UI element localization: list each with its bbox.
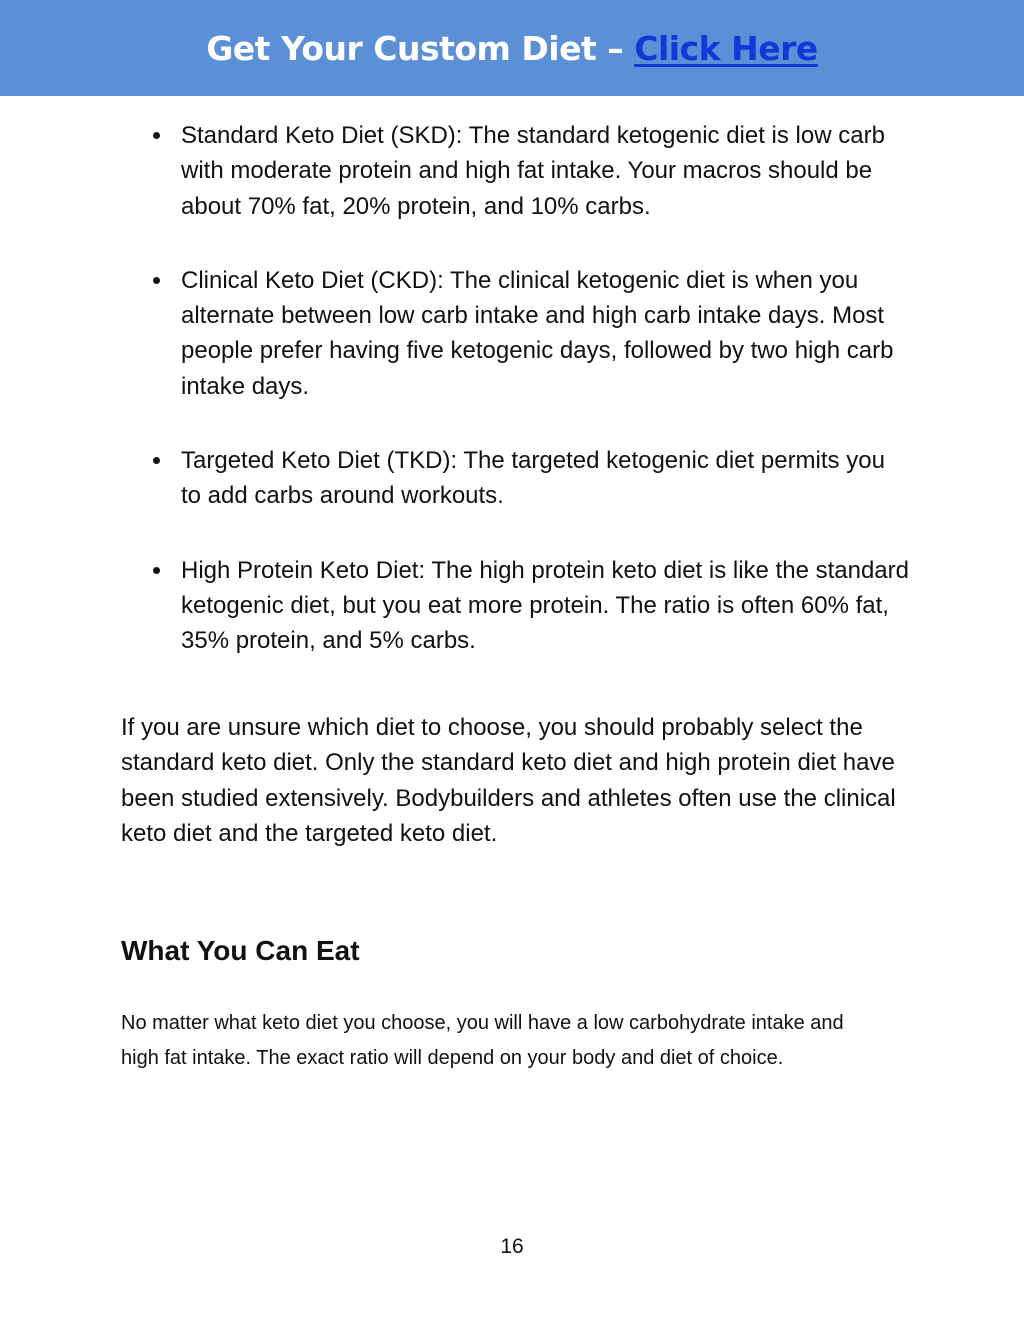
bullet-icon bbox=[153, 457, 160, 464]
list-item bbox=[121, 118, 911, 224]
section-paragraph: No matter what keto diet you choose, you will have a low carbohydrate intake and high fat intake. The exact ratio will depend on your body and diet of choice. bbox=[121, 1012, 844, 1069]
click-here-link[interactable]: Click Here bbox=[634, 28, 818, 68]
bullet-icon bbox=[153, 277, 160, 284]
body-paragraph: If you are unsure which diet to choose, you should probably select the standard keto diet. Only the standard keto diet and high protein diet have been studied extensively. Bodybuilders and athletes often use the clinical keto diet and the targeted keto diet. bbox=[121, 714, 896, 847]
diet-types-list bbox=[121, 118, 911, 659]
section-heading: What You Can Eat bbox=[121, 935, 360, 966]
list-item bbox=[121, 553, 911, 659]
bullet-icon bbox=[153, 567, 160, 574]
banner-heading bbox=[206, 29, 818, 68]
promo-banner bbox=[0, 0, 1024, 96]
banner-text: Get Your Custom Diet – bbox=[206, 28, 635, 68]
list-item-text: Clinical Keto Diet (CKD): The clinical ketogenic diet is when you alternate between low carb intake and high carb intake days. Most people prefer having five ketogenic days, followed by two high carb intake days. bbox=[181, 266, 894, 400]
page-number: 16 bbox=[500, 1235, 524, 1258]
list-item bbox=[121, 263, 911, 404]
list-item-text: Targeted Keto Diet (TKD): The targeted ketogenic diet permits you to add carbs around workouts. bbox=[181, 447, 885, 510]
list-item bbox=[121, 443, 911, 514]
list-item-text: Standard Keto Diet (SKD): The standard ketogenic diet is low carb with moderate protein and high fat intake. Your macros should be about 70% fat, 20% protein, and 10% carbs. bbox=[181, 122, 885, 220]
bullet-icon bbox=[153, 132, 160, 139]
list-item-text: High Protein Keto Diet: The high protein keto diet is like the standard ketogenic diet, but you eat more protein. The ratio is often 60% fat, 35% protein, and 5% carbs. bbox=[181, 556, 909, 655]
